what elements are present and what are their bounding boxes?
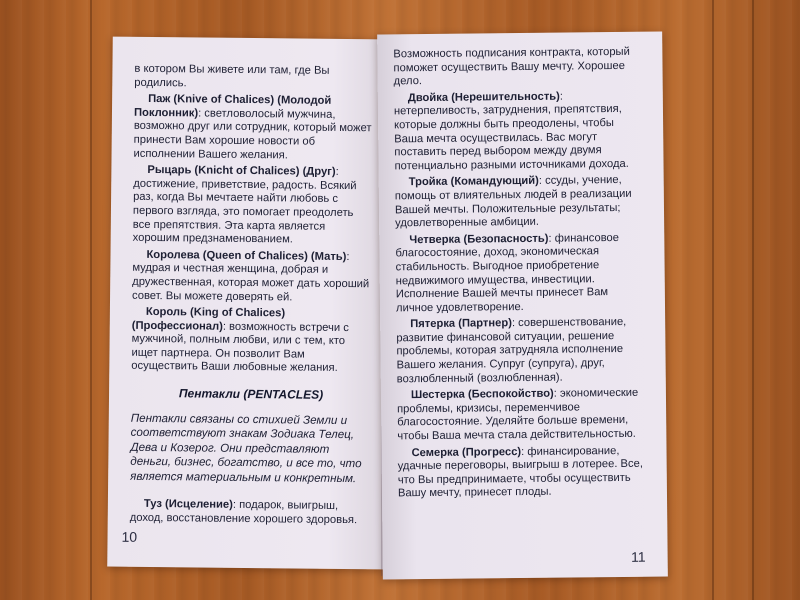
entry-heading: Паж (Knive of Chalices) (Молодой Поклонник) — [133, 93, 332, 120]
entry-knight-of-chalices — [133, 164, 374, 248]
entry-five-of-pentacles — [396, 316, 648, 387]
entry-body: : подарок, выигрыш, доход, восстановление хорошего здоровья. — [129, 498, 358, 526]
entry-ace-of-pentacles — [130, 498, 370, 528]
entry-two-of-pentacles — [394, 89, 646, 173]
entry-king-of-chalices — [131, 306, 372, 376]
entry-four-of-pentacles — [395, 231, 647, 315]
page-number-left: 10 — [121, 528, 138, 545]
page-number-right: 11 — [631, 548, 646, 565]
entry-body: : совершенствование, развитие финансовой ситуации, решение проблемы, которая затрудняла исполнение Вашего желания. Супруг (супруга), друг, возлюбленный (возлюбленная). — [396, 316, 627, 385]
entry-heading: Четверка (Безопасность) — [409, 232, 549, 246]
entry-body: : достижение, приветствие, радость. Всякий раз, когда Вы мечтаете найти любовь с первого взгляда, это помогает преодолеть все препятствия. Эта карта является хорошим предзнаменованием. — [132, 166, 357, 246]
left-page — [107, 37, 389, 570]
entry-six-of-pentacles — [397, 387, 649, 444]
entry-three-of-pentacles — [395, 174, 647, 231]
right-page-intro: Возможность подписания контракта, который поможет осуществить Вашу мечту. Хорошее дело. — [393, 45, 630, 88]
left-page-intro: в котором Вы живете или там, где Вы родились. — [134, 62, 330, 89]
entry-heading: Король (King of Chalices) (Профессионал) — [131, 306, 286, 333]
entry-page-of-chalices — [133, 93, 374, 163]
section-intro — [130, 412, 371, 487]
entry-body: : экономические проблемы, кризисы, переменчивое благосостояние. Уделяйте больше времени, чтобы Ваша мечта стала действительностью. — [397, 387, 639, 443]
entry-heading: Двойка (Нерешительность) — [407, 90, 560, 104]
entry-heading: Туз (Исцеление) — [143, 498, 233, 511]
wood-plank-seam — [712, 0, 714, 600]
section-intro-text: Пентакли связаны со стихией Земли и соответствуют знакам Зодиака Телец, Дева и Козерог. Они представляют деньги, бизнес, богатство, и все то, что является материальным и конкретным. — [130, 411, 362, 485]
entry-body: : мудрая и честная женщина, добрая и дружественная, которая может дать хороший совет. Вы можете доверять ей. — [132, 250, 370, 303]
entry-body: : нетерпеливость, затруднения, препятствия, которые должны быть преодолены, чтобы Ваша мечта осуществилась. Вас могут поставить перед выбором между двумя потенциально разными источниками дохода. — [393, 90, 629, 173]
wood-plank-seam — [90, 0, 92, 600]
entry-heading: Королева (Queen of Chalices) (Мать) — [146, 248, 347, 263]
wood-plank-seam — [752, 0, 754, 600]
section-title-pentacles: Пентакли (PENTACLES) — [178, 386, 324, 402]
entry-body: : ссуды, учение, помощь от влиятельных людей в реализации Вашей мечты. Положительные результаты; удовлетворенные амбиции. — [394, 174, 632, 230]
entry-body: : возможность встречи с мужчиной, полным любви, или с тем, кто ищет партнера. Он позволит Вам осуществить Ваши любовные желания. — [131, 320, 349, 375]
entry-seven-of-pentacles — [397, 444, 649, 501]
entry-body: : финансирование, удачные переговоры, выигрыш в лотерее. Все, что Вы предпринимаете, чтобы осуществить Вашу мечту, принесет плоды. — [397, 444, 643, 500]
entry-heading: Семерка (Прогресс) — [411, 445, 522, 459]
entry-heading: Тройка (Командующий) — [408, 175, 539, 189]
entry-queen-of-chalices — [132, 249, 373, 306]
right-page — [377, 32, 668, 580]
entry-heading: Шестерка (Беспокойство) — [410, 387, 554, 402]
entry-body: : светловолосый мужчина, возможно друг или сотрудник, который может принести Вам хорошие новости об исполнении Вашего желания. — [133, 107, 372, 161]
entry-heading: Пятерка (Партнер) — [410, 317, 512, 331]
entry-body: : финансовое благосостояние, доход, экономическая стабильность. Выгодное приобретение недвижимого имущества, инвестиции. Исполнение Вашей мечты принесет Вам личное удовлетворение. — [395, 231, 619, 315]
entry-heading: Рыцарь (Knicht of Chalices) (Друг) — [147, 164, 336, 179]
